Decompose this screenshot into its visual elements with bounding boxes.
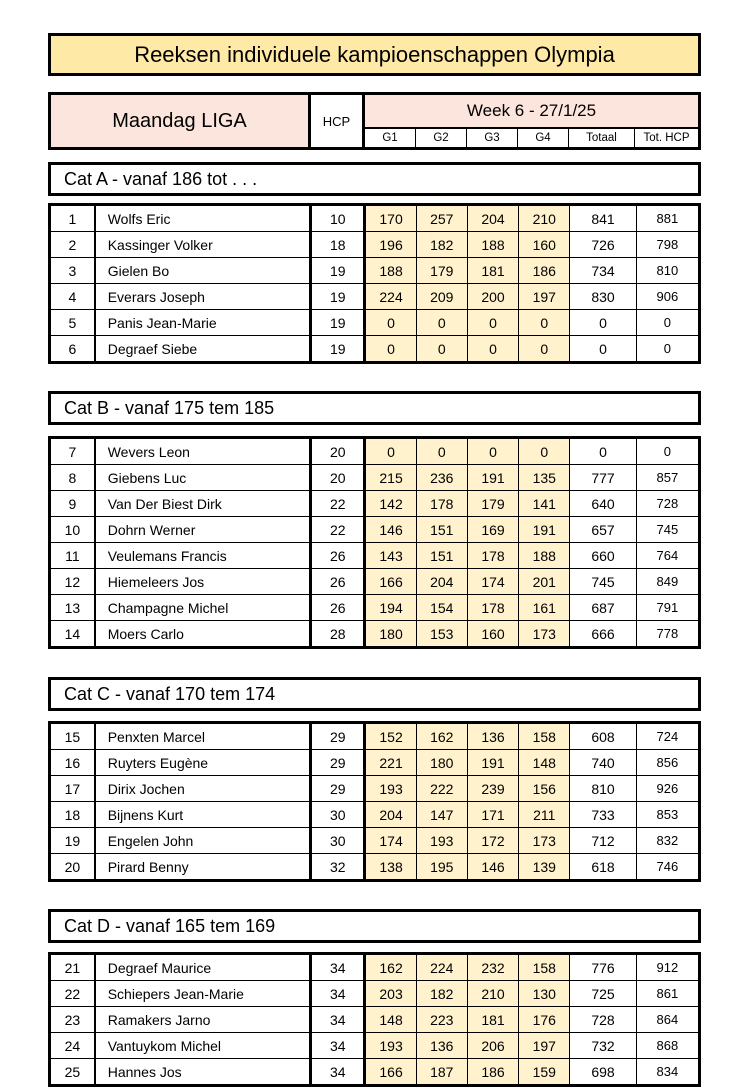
score-g4: 139 bbox=[519, 854, 570, 881]
player-hcp: 34 bbox=[311, 981, 365, 1007]
score-g4: 156 bbox=[519, 776, 570, 802]
score-total: 687 bbox=[570, 595, 636, 621]
score-total-hcp: 798 bbox=[636, 232, 699, 258]
score-g3: 181 bbox=[467, 1007, 518, 1033]
player-name: Vantuykom Michel bbox=[95, 1033, 311, 1059]
score-g4: 159 bbox=[519, 1059, 570, 1086]
score-g4: 176 bbox=[519, 1007, 570, 1033]
player-name: Penxten Marcel bbox=[95, 723, 311, 750]
score-g4: 161 bbox=[519, 595, 570, 621]
score-g1: 188 bbox=[365, 258, 416, 284]
score-total-hcp: 868 bbox=[636, 1033, 699, 1059]
score-g3: 206 bbox=[467, 1033, 518, 1059]
player-rank: 25 bbox=[50, 1059, 95, 1086]
score-total-hcp: 791 bbox=[636, 595, 699, 621]
player-name: Degraef Maurice bbox=[95, 954, 311, 981]
player-rank: 17 bbox=[50, 776, 95, 802]
score-total: 712 bbox=[570, 828, 636, 854]
score-total: 698 bbox=[570, 1059, 636, 1086]
week-header: Week 6 - 27/1/25 bbox=[365, 95, 698, 129]
score-g3: 191 bbox=[467, 750, 518, 776]
score-g1: 224 bbox=[365, 284, 416, 310]
score-total-hcp: 849 bbox=[636, 569, 699, 595]
category-title: Cat A - vanaf 186 tot . . . bbox=[48, 162, 701, 196]
score-g4: 186 bbox=[519, 258, 570, 284]
score-g4: 141 bbox=[519, 491, 570, 517]
score-total-hcp: 745 bbox=[636, 517, 699, 543]
score-g4: 210 bbox=[519, 205, 570, 232]
score-g2: 178 bbox=[416, 491, 467, 517]
table-row bbox=[50, 802, 700, 828]
score-g1: 204 bbox=[365, 802, 416, 828]
player-hcp: 34 bbox=[311, 954, 365, 981]
score-g2: 147 bbox=[416, 802, 467, 828]
table-row bbox=[50, 543, 700, 569]
player-hcp: 28 bbox=[311, 621, 365, 648]
player-rank: 9 bbox=[50, 491, 95, 517]
table-row bbox=[50, 1059, 700, 1086]
score-g4: 188 bbox=[519, 543, 570, 569]
table-row bbox=[50, 621, 700, 648]
score-total-hcp: 864 bbox=[636, 1007, 699, 1033]
table-row bbox=[50, 723, 700, 750]
player-hcp: 29 bbox=[311, 723, 365, 750]
score-g1: 162 bbox=[365, 954, 416, 981]
score-g3: 178 bbox=[467, 543, 518, 569]
score-g4: 197 bbox=[519, 284, 570, 310]
score-g3: 160 bbox=[467, 621, 518, 648]
player-name: Pirard Benny bbox=[95, 854, 311, 881]
score-g1: 166 bbox=[365, 1059, 416, 1086]
category-title: Cat B - vanaf 175 tem 185 bbox=[48, 391, 701, 425]
score-total-hcp: 746 bbox=[636, 854, 699, 881]
table-row bbox=[50, 465, 700, 491]
score-total-hcp: 810 bbox=[636, 258, 699, 284]
player-name: Hannes Jos bbox=[95, 1059, 311, 1086]
player-rank: 13 bbox=[50, 595, 95, 621]
score-g3: 169 bbox=[467, 517, 518, 543]
score-total: 776 bbox=[570, 954, 636, 981]
score-g4: 158 bbox=[519, 954, 570, 981]
player-rank: 4 bbox=[50, 284, 95, 310]
player-name: Ramakers Jarno bbox=[95, 1007, 311, 1033]
player-name: Champagne Michel bbox=[95, 595, 311, 621]
player-hcp: 34 bbox=[311, 1033, 365, 1059]
score-g2: 224 bbox=[416, 954, 467, 981]
score-g1: 194 bbox=[365, 595, 416, 621]
score-g2: 154 bbox=[416, 595, 467, 621]
score-total-hcp: 912 bbox=[636, 954, 699, 981]
score-total-hcp: 881 bbox=[636, 205, 699, 232]
score-total: 608 bbox=[570, 723, 636, 750]
score-g1: 193 bbox=[365, 776, 416, 802]
score-g4: 135 bbox=[519, 465, 570, 491]
col-total-hcp: Tot. HCP bbox=[643, 132, 690, 144]
player-name: Everars Joseph bbox=[95, 284, 311, 310]
score-total: 640 bbox=[570, 491, 636, 517]
table-row bbox=[50, 854, 700, 881]
table-row bbox=[50, 595, 700, 621]
score-total-hcp: 832 bbox=[636, 828, 699, 854]
table-row bbox=[50, 336, 700, 363]
score-g4: 191 bbox=[519, 517, 570, 543]
league-name: Maandag LIGA bbox=[51, 95, 311, 147]
table-row bbox=[50, 954, 700, 981]
score-total: 777 bbox=[570, 465, 636, 491]
player-rank: 7 bbox=[50, 438, 95, 465]
table-row bbox=[50, 205, 700, 232]
score-total: 734 bbox=[570, 258, 636, 284]
score-total: 732 bbox=[570, 1033, 636, 1059]
player-hcp: 10 bbox=[311, 205, 365, 232]
table-row bbox=[50, 438, 700, 465]
page-title: Reeksen individuele kampioenschappen Olympia bbox=[48, 33, 701, 76]
score-g4: 201 bbox=[519, 569, 570, 595]
score-g4: 197 bbox=[519, 1033, 570, 1059]
table-row bbox=[50, 310, 700, 336]
col-total: Totaal bbox=[569, 129, 635, 147]
player-name: Moers Carlo bbox=[95, 621, 311, 648]
player-hcp: 29 bbox=[311, 750, 365, 776]
score-g3: 146 bbox=[467, 854, 518, 881]
player-name: Schiepers Jean-Marie bbox=[95, 981, 311, 1007]
player-hcp: 19 bbox=[311, 258, 365, 284]
score-g1: 0 bbox=[365, 438, 416, 465]
col-g4: G4 bbox=[518, 129, 569, 147]
player-name: Wolfs Eric bbox=[95, 205, 311, 232]
score-g4: 0 bbox=[519, 336, 570, 363]
score-total-hcp: 857 bbox=[636, 465, 699, 491]
player-hcp: 22 bbox=[311, 491, 365, 517]
player-name: Kassinger Volker bbox=[95, 232, 311, 258]
player-rank: 2 bbox=[50, 232, 95, 258]
score-total-hcp: 724 bbox=[636, 723, 699, 750]
player-rank: 21 bbox=[50, 954, 95, 981]
score-g3: 188 bbox=[467, 232, 518, 258]
score-total: 830 bbox=[570, 284, 636, 310]
score-g2: 223 bbox=[416, 1007, 467, 1033]
player-hcp: 29 bbox=[311, 776, 365, 802]
player-hcp: 26 bbox=[311, 595, 365, 621]
score-g1: 148 bbox=[365, 1007, 416, 1033]
player-hcp: 19 bbox=[311, 310, 365, 336]
player-hcp: 34 bbox=[311, 1007, 365, 1033]
score-g3: 179 bbox=[467, 491, 518, 517]
player-rank: 18 bbox=[50, 802, 95, 828]
table-row bbox=[50, 981, 700, 1007]
player-hcp: 34 bbox=[311, 1059, 365, 1086]
category-table bbox=[48, 952, 701, 1087]
score-g2: 0 bbox=[416, 310, 467, 336]
player-hcp: 20 bbox=[311, 438, 365, 465]
score-g4: 173 bbox=[519, 828, 570, 854]
column-header bbox=[48, 92, 701, 150]
player-name: Gielen Bo bbox=[95, 258, 311, 284]
score-g3: 200 bbox=[467, 284, 518, 310]
score-total: 725 bbox=[570, 981, 636, 1007]
col-g2: G2 bbox=[416, 129, 467, 147]
score-total: 733 bbox=[570, 802, 636, 828]
score-g3: 174 bbox=[467, 569, 518, 595]
col-g1: G1 bbox=[365, 129, 416, 147]
score-total-hcp: 861 bbox=[636, 981, 699, 1007]
score-g2: 195 bbox=[416, 854, 467, 881]
score-g3: 0 bbox=[467, 310, 518, 336]
score-g1: 152 bbox=[365, 723, 416, 750]
table-row bbox=[50, 517, 700, 543]
player-name: Degraef Siebe bbox=[95, 336, 311, 363]
score-g3: 204 bbox=[467, 205, 518, 232]
score-g2: 151 bbox=[416, 543, 467, 569]
score-total: 728 bbox=[570, 1007, 636, 1033]
score-g3: 239 bbox=[467, 776, 518, 802]
category-title: Cat D - vanaf 165 tem 169 bbox=[48, 909, 701, 943]
table-row bbox=[50, 1007, 700, 1033]
hcp-header: HCP bbox=[311, 95, 365, 147]
score-g1: 221 bbox=[365, 750, 416, 776]
score-total: 740 bbox=[570, 750, 636, 776]
score-g2: 236 bbox=[416, 465, 467, 491]
score-g4: 148 bbox=[519, 750, 570, 776]
score-g4: 211 bbox=[519, 802, 570, 828]
player-name: Van Der Biest Dirk bbox=[95, 491, 311, 517]
score-g1: 193 bbox=[365, 1033, 416, 1059]
score-g2: 182 bbox=[416, 981, 467, 1007]
player-name: Wevers Leon bbox=[95, 438, 311, 465]
score-g2: 0 bbox=[416, 438, 467, 465]
player-rank: 15 bbox=[50, 723, 95, 750]
player-rank: 20 bbox=[50, 854, 95, 881]
score-g1: 174 bbox=[365, 828, 416, 854]
score-total: 660 bbox=[570, 543, 636, 569]
player-rank: 14 bbox=[50, 621, 95, 648]
score-total-hcp: 926 bbox=[636, 776, 699, 802]
score-g3: 210 bbox=[467, 981, 518, 1007]
score-g1: 138 bbox=[365, 854, 416, 881]
score-total: 666 bbox=[570, 621, 636, 648]
score-g2: 151 bbox=[416, 517, 467, 543]
score-g1: 170 bbox=[365, 205, 416, 232]
score-g1: 142 bbox=[365, 491, 416, 517]
score-g2: 193 bbox=[416, 828, 467, 854]
player-rank: 10 bbox=[50, 517, 95, 543]
player-rank: 24 bbox=[50, 1033, 95, 1059]
score-total: 0 bbox=[570, 438, 636, 465]
player-hcp: 20 bbox=[311, 465, 365, 491]
score-total-hcp: 728 bbox=[636, 491, 699, 517]
player-rank: 23 bbox=[50, 1007, 95, 1033]
score-total-hcp: 856 bbox=[636, 750, 699, 776]
player-hcp: 30 bbox=[311, 802, 365, 828]
player-rank: 12 bbox=[50, 569, 95, 595]
score-g1: 146 bbox=[365, 517, 416, 543]
score-g2: 209 bbox=[416, 284, 467, 310]
score-total: 618 bbox=[570, 854, 636, 881]
player-rank: 22 bbox=[50, 981, 95, 1007]
table-row bbox=[50, 750, 700, 776]
score-g1: 215 bbox=[365, 465, 416, 491]
player-rank: 8 bbox=[50, 465, 95, 491]
score-g3: 0 bbox=[467, 336, 518, 363]
score-total: 0 bbox=[570, 310, 636, 336]
player-name: Ruyters Eugène bbox=[95, 750, 311, 776]
category-table bbox=[48, 203, 701, 364]
player-rank: 11 bbox=[50, 543, 95, 569]
score-total-hcp: 778 bbox=[636, 621, 699, 648]
player-hcp: 19 bbox=[311, 284, 365, 310]
score-g2: 153 bbox=[416, 621, 467, 648]
player-name: Hiemeleers Jos bbox=[95, 569, 311, 595]
player-name: Dirix Jochen bbox=[95, 776, 311, 802]
score-g1: 0 bbox=[365, 310, 416, 336]
table-row bbox=[50, 491, 700, 517]
score-g1: 180 bbox=[365, 621, 416, 648]
player-hcp: 30 bbox=[311, 828, 365, 854]
score-g3: 0 bbox=[467, 438, 518, 465]
score-g3: 136 bbox=[467, 723, 518, 750]
score-g2: 187 bbox=[416, 1059, 467, 1086]
score-total: 810 bbox=[570, 776, 636, 802]
score-total: 657 bbox=[570, 517, 636, 543]
score-total-hcp: 906 bbox=[636, 284, 699, 310]
category-title: Cat C - vanaf 170 tem 174 bbox=[48, 677, 701, 711]
score-g3: 191 bbox=[467, 465, 518, 491]
score-g2: 162 bbox=[416, 723, 467, 750]
score-g3: 171 bbox=[467, 802, 518, 828]
score-g3: 186 bbox=[467, 1059, 518, 1086]
player-rank: 5 bbox=[50, 310, 95, 336]
score-g4: 173 bbox=[519, 621, 570, 648]
table-row bbox=[50, 284, 700, 310]
player-hcp: 26 bbox=[311, 543, 365, 569]
score-g1: 196 bbox=[365, 232, 416, 258]
score-total: 745 bbox=[570, 569, 636, 595]
table-row bbox=[50, 258, 700, 284]
score-total-hcp: 834 bbox=[636, 1059, 699, 1086]
table-row bbox=[50, 776, 700, 802]
player-hcp: 32 bbox=[311, 854, 365, 881]
score-g2: 179 bbox=[416, 258, 467, 284]
col-g3: G3 bbox=[467, 129, 518, 147]
score-g4: 0 bbox=[519, 310, 570, 336]
score-total-hcp: 0 bbox=[636, 310, 699, 336]
player-rank: 19 bbox=[50, 828, 95, 854]
player-rank: 1 bbox=[50, 205, 95, 232]
score-g3: 181 bbox=[467, 258, 518, 284]
player-hcp: 18 bbox=[311, 232, 365, 258]
category-table bbox=[48, 436, 701, 649]
table-row bbox=[50, 1033, 700, 1059]
score-total-hcp: 764 bbox=[636, 543, 699, 569]
player-rank: 16 bbox=[50, 750, 95, 776]
score-g1: 143 bbox=[365, 543, 416, 569]
category-table bbox=[48, 721, 701, 882]
player-name: Engelen John bbox=[95, 828, 311, 854]
player-rank: 6 bbox=[50, 336, 95, 363]
player-rank: 3 bbox=[50, 258, 95, 284]
score-g2: 180 bbox=[416, 750, 467, 776]
score-g2: 257 bbox=[416, 205, 467, 232]
table-row bbox=[50, 828, 700, 854]
score-g3: 178 bbox=[467, 595, 518, 621]
score-g2: 0 bbox=[416, 336, 467, 363]
score-total: 0 bbox=[570, 336, 636, 363]
score-g2: 136 bbox=[416, 1033, 467, 1059]
score-g1: 203 bbox=[365, 981, 416, 1007]
score-g3: 172 bbox=[467, 828, 518, 854]
player-hcp: 26 bbox=[311, 569, 365, 595]
player-hcp: 19 bbox=[311, 336, 365, 363]
table-row bbox=[50, 569, 700, 595]
score-g2: 182 bbox=[416, 232, 467, 258]
score-total-hcp: 0 bbox=[636, 438, 699, 465]
score-g4: 160 bbox=[519, 232, 570, 258]
score-g1: 166 bbox=[365, 569, 416, 595]
player-name: Veulemans Francis bbox=[95, 543, 311, 569]
player-name: Dohrn Werner bbox=[95, 517, 311, 543]
score-total: 726 bbox=[570, 232, 636, 258]
player-hcp: 22 bbox=[311, 517, 365, 543]
player-name: Giebens Luc bbox=[95, 465, 311, 491]
score-g4: 130 bbox=[519, 981, 570, 1007]
score-total-hcp: 853 bbox=[636, 802, 699, 828]
score-g2: 204 bbox=[416, 569, 467, 595]
score-g3: 232 bbox=[467, 954, 518, 981]
score-total: 841 bbox=[570, 205, 636, 232]
score-total-hcp: 0 bbox=[636, 336, 699, 363]
player-name: Bijnens Kurt bbox=[95, 802, 311, 828]
player-name: Panis Jean-Marie bbox=[95, 310, 311, 336]
score-g4: 158 bbox=[519, 723, 570, 750]
table-row bbox=[50, 232, 700, 258]
score-g1: 0 bbox=[365, 336, 416, 363]
score-g2: 222 bbox=[416, 776, 467, 802]
score-g4: 0 bbox=[519, 438, 570, 465]
